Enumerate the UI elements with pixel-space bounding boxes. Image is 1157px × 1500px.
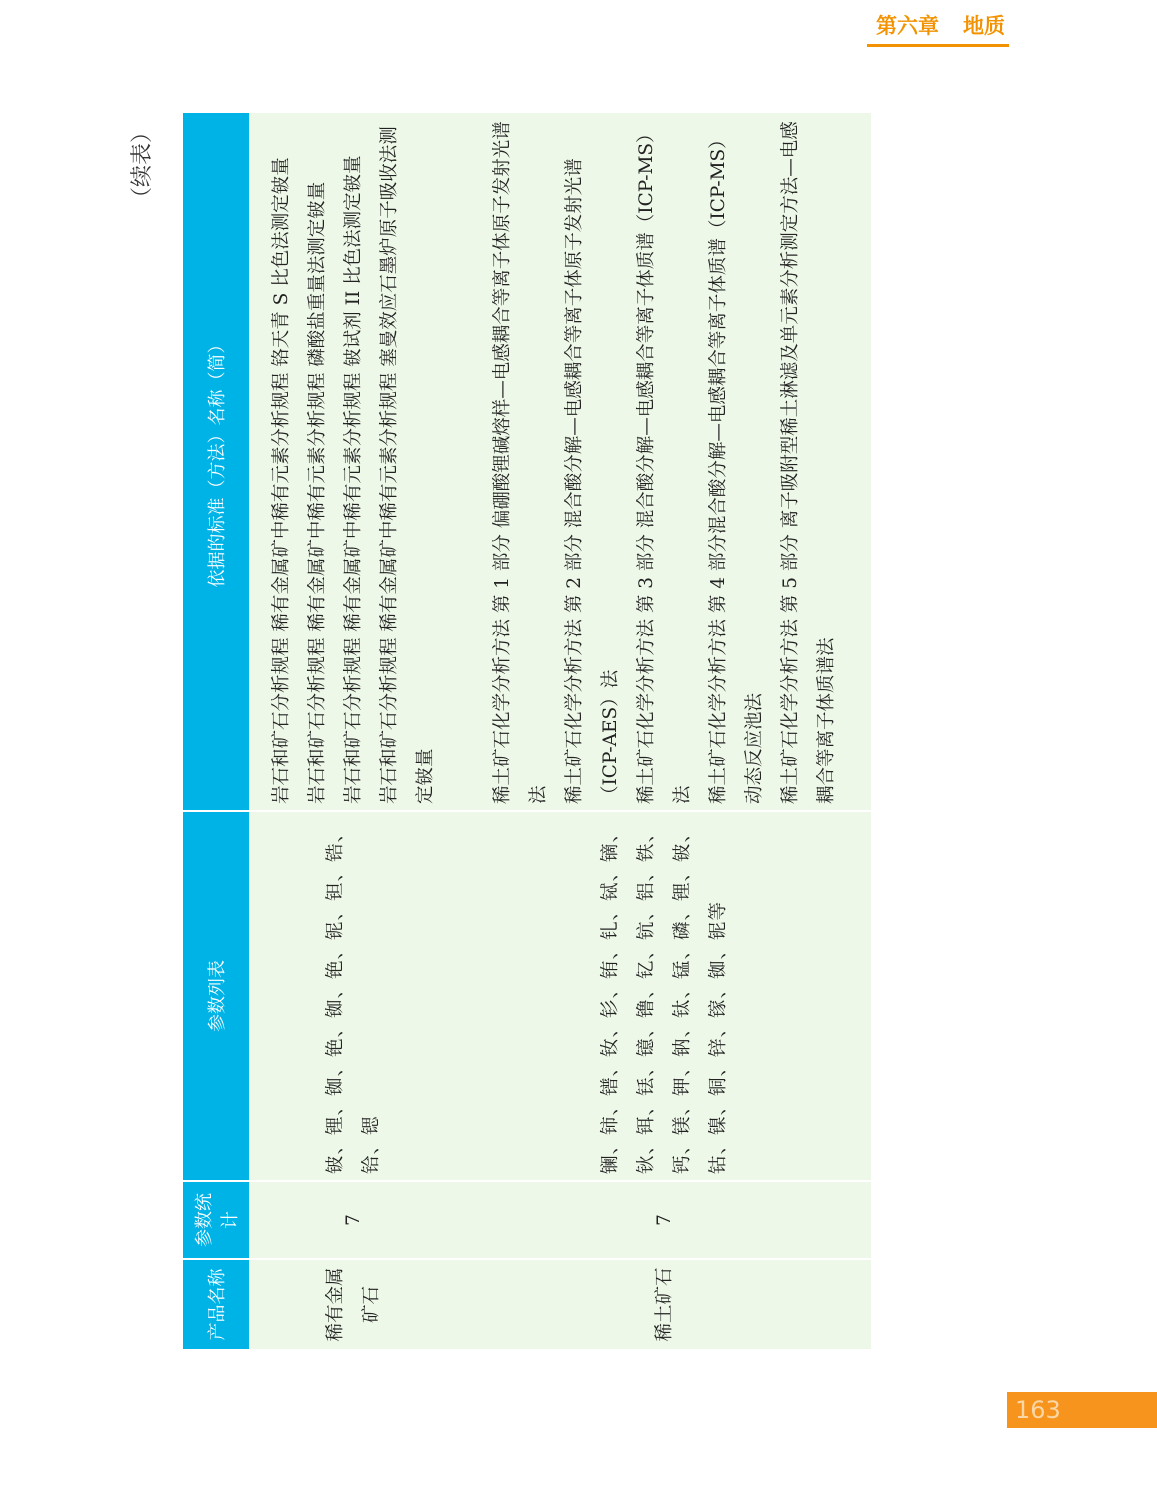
standard-item: 稀土矿石化学分析方法 第 1 部分 偏硼酸锂碱熔样—电感耦合等离子体原子发射光谱法 — [492, 121, 550, 804]
standard-item: 稀土矿石化学分析方法 第 3 部分 混合酸分解—电感耦合等离子体质谱（ICP-MS）法 — [636, 124, 694, 804]
header-standard: 依据的标准（方法）名称（简） — [183, 113, 250, 811]
standard-item: 稀土矿石化学分析方法 第 4 部分混合酸分解—电感耦合等离子体质谱（ICP-MS）动态反应池法 — [708, 130, 766, 804]
standard-item: 岩石和矿石分析规程 稀有金属矿中稀有元素分析规程 铍试剂 II 比色法测定铍量 — [343, 155, 365, 804]
table-header-row — [183, 113, 250, 1349]
standards-table — [183, 113, 871, 1349]
table-row — [458, 113, 871, 1349]
header-count: 参数统计 — [183, 1181, 250, 1259]
header-params: 参数列表 — [183, 811, 250, 1181]
page-number-box — [1007, 1392, 1157, 1428]
cell-count: 7 — [458, 1181, 871, 1259]
chapter-label: 第六章 — [876, 14, 939, 38]
cell-standards — [458, 113, 871, 811]
header-underline — [867, 44, 1009, 47]
table-row — [250, 113, 458, 1349]
standard-item: 岩石和矿石分析规程 稀有金属矿中稀有元素分析规程 塞曼效应石墨炉原子吸收法测定铍量 — [379, 126, 437, 804]
chapter-title: 地质 — [963, 14, 1005, 38]
rotated-table-block — [130, 113, 871, 1349]
cell-params: 镧、铈、镨、钕、钐、铕、钆、铽、镝、钬、铒、铥、镱、镥、钇、钪、铝、铁、钙、镁、钾、钠、钛、锰、磷、锂、铍、钴、镍、铜、锌、镓、铷、铌等 — [458, 811, 871, 1181]
cell-count: 7 — [250, 1181, 458, 1259]
standard-item: 岩石和矿石分析规程 稀有金属矿中稀有元素分析规程 铬天青 S 比色法测定铍量 — [271, 157, 293, 804]
header-product: 产品名称 — [183, 1259, 250, 1349]
running-header — [876, 10, 1005, 48]
cell-product: 稀土矿石 — [458, 1259, 871, 1349]
page-number: 163 — [1015, 1396, 1061, 1424]
cell-standards — [250, 113, 458, 811]
continued-label: （续表） — [130, 121, 155, 210]
standard-item: 稀土矿石化学分析方法 第 2 部分 混合酸分解—电感耦合等离子体原子发射光谱（ICP-AES）法 — [564, 158, 622, 804]
cell-product: 稀有金属矿石 — [250, 1259, 458, 1349]
standard-item: 岩石和矿石分析规程 稀有金属矿中稀有元素分析规程 磷酸盐重量法测定铍量 — [307, 181, 329, 804]
standard-item: 稀土矿石化学分析方法 第 5 部分 离子吸附型稀土淋滤及单元素分析测定方法—电感耦合等离子体质谱法 — [780, 121, 838, 804]
cell-params: 铍、锂、铷、铯、铷、铯、铌、钽、锆、铪、锶 — [250, 811, 458, 1181]
